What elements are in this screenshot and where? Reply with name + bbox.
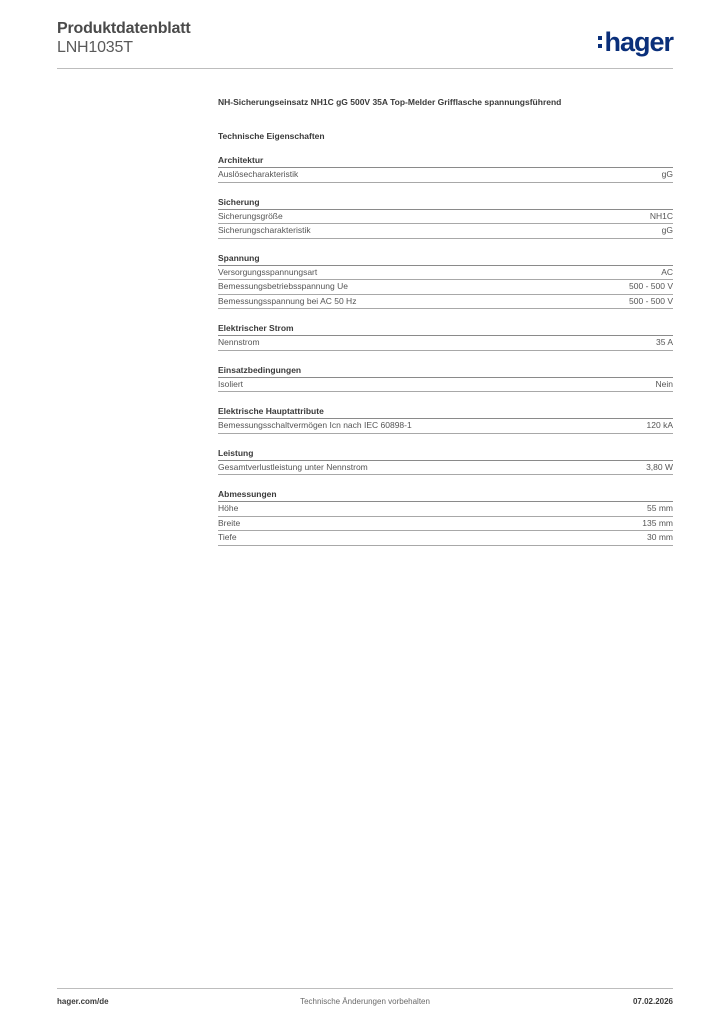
- property-value: NH1C: [649, 210, 673, 221]
- property-label: Sicherungsgröße: [218, 210, 283, 221]
- property-group: [218, 364, 673, 393]
- footer-divider: [57, 988, 673, 989]
- property-label: Tiefe: [218, 532, 237, 542]
- property-value: Nein: [655, 378, 673, 389]
- group-title: Elektrische Hauptattribute: [218, 405, 673, 419]
- property-group: [218, 154, 673, 183]
- property-value: 30 mm: [647, 532, 673, 542]
- property-label: Bemessungsspannung bei AC 50 Hz: [218, 295, 357, 306]
- group-title: Leistung: [218, 447, 673, 461]
- footer-website-link[interactable]: hager.com/de: [57, 997, 109, 1006]
- header-divider: [57, 68, 673, 69]
- property-group: [218, 488, 673, 546]
- property-label: Versorgungsspannungsart: [218, 266, 318, 277]
- property-row: [218, 531, 673, 546]
- property-row: [218, 280, 673, 295]
- property-value: 500 - 500 V: [629, 281, 673, 291]
- footer-date: 07.02.2026: [632, 997, 673, 1006]
- property-value: gG: [661, 169, 673, 179]
- group-title: Architektur: [218, 154, 673, 168]
- property-row: [218, 224, 673, 239]
- property-label: Bemessungsbetriebsspannung Ue: [218, 281, 348, 291]
- property-row: [218, 210, 673, 225]
- property-row: [218, 336, 673, 351]
- property-group: [218, 322, 673, 351]
- property-row: [218, 378, 673, 393]
- property-group: [218, 405, 673, 434]
- group-title: Einsatzbedingungen: [218, 364, 673, 378]
- property-row: [218, 266, 673, 281]
- property-value: AC: [661, 266, 673, 277]
- property-row: [218, 419, 673, 434]
- property-label: Isoliert: [218, 378, 244, 389]
- property-label: Bemessungsschaltvermögen Icn nach IEC 60898-1: [218, 420, 412, 430]
- property-group: [218, 196, 673, 239]
- property-row: [218, 461, 673, 476]
- group-title: Elektrischer Strom: [218, 322, 673, 336]
- page-header: [57, 20, 673, 70]
- property-value: 135 mm: [642, 517, 673, 528]
- property-row: [218, 517, 673, 532]
- property-value: 500 - 500 V: [629, 295, 673, 306]
- property-value: 55 mm: [647, 503, 673, 513]
- property-value: gG: [661, 225, 673, 235]
- property-row: [218, 295, 673, 310]
- group-title: Sicherung: [218, 196, 673, 210]
- hager-logo: [598, 28, 673, 56]
- property-row: [218, 168, 673, 183]
- datasheet-content: [218, 96, 673, 546]
- property-group: [218, 447, 673, 476]
- section-title: Technische Eigenschaften: [218, 131, 325, 141]
- product-description: NH-Sicherungseinsatz NH1C gG 500V 35A Top-Melder Grifflasche spannungsführend: [218, 97, 562, 107]
- product-code: LNH1035T: [57, 39, 133, 56]
- logo-text: hager: [604, 27, 673, 57]
- property-value: 3,80 W: [646, 461, 673, 472]
- group-title: Abmessungen: [218, 488, 673, 502]
- page-footer: [57, 997, 673, 1009]
- logo-colon-icon: [598, 28, 602, 56]
- property-value: 120 kA: [646, 420, 673, 430]
- property-label: Höhe: [218, 503, 239, 513]
- footer-disclaimer: Technische Änderungen vorbehalten: [300, 997, 430, 1006]
- property-label: Gesamtverlustleistung unter Nennstrom: [218, 461, 368, 472]
- property-label: Sicherungscharakteristik: [218, 225, 311, 235]
- property-label: Breite: [218, 517, 241, 528]
- document-title: Produktdatenblatt: [57, 20, 191, 37]
- property-value: 35 A: [655, 337, 673, 347]
- property-group: [218, 252, 673, 310]
- property-label: Nennstrom: [218, 337, 260, 347]
- property-row: [218, 502, 673, 517]
- property-groups: [218, 154, 673, 546]
- group-title: Spannung: [218, 252, 673, 266]
- property-label: Auslösecharakteristik: [218, 169, 299, 179]
